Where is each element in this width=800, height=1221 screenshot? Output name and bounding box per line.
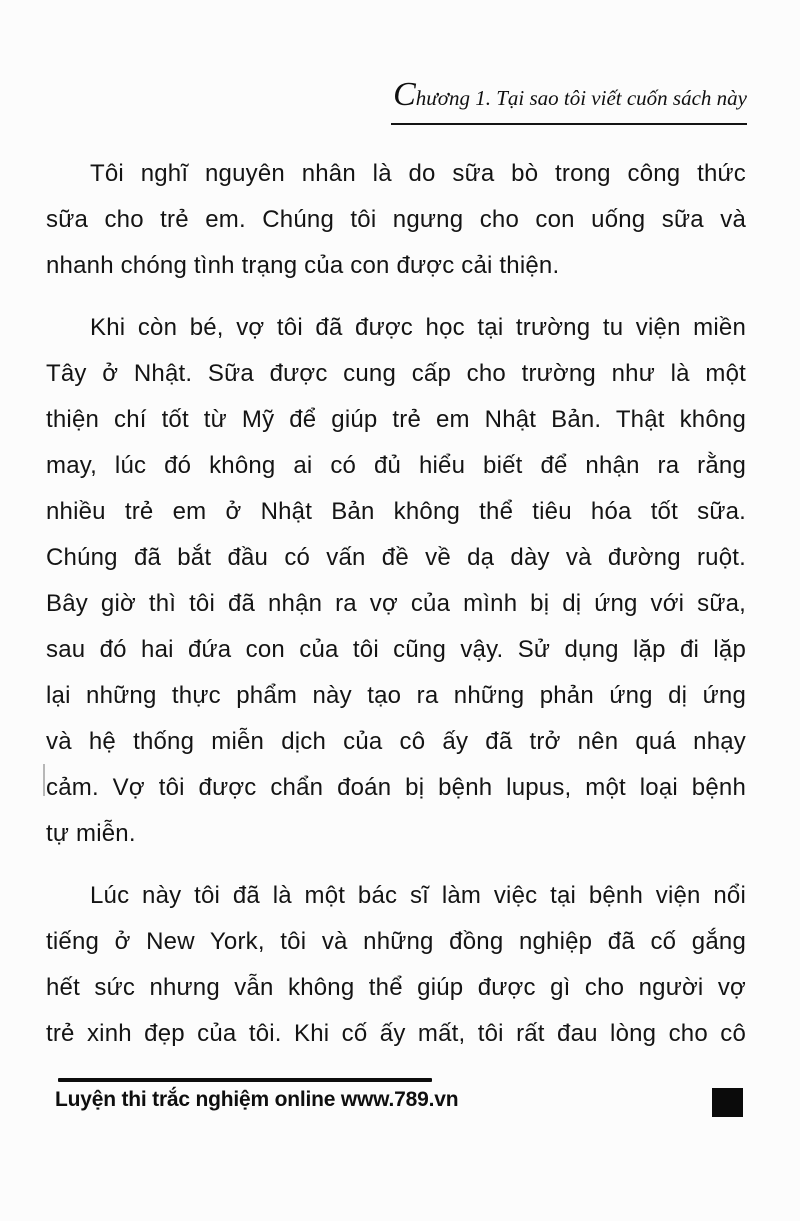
page-end-marker [712,1088,743,1117]
page-content [46,151,746,1073]
text-line: Khi còn bé, vợ tôi đã được học tại trường tu viện miền [90,314,746,341]
text-line: trẻ xinh đẹp của tôi. Khi cố ấy mất, tôi rất đau lòng cho cô [46,1020,746,1047]
text-line: Tây ở Nhật. Sữa được cung cấp cho trường như là một [46,360,746,387]
text-line: hết sức nhưng vẫn không thể giúp được gì cho người vợ [46,974,746,1001]
text-line: tự miễn. [46,820,136,847]
chapter-running-head: Chương 1. Tại sao tôi viết cuốn sách này [391,74,747,125]
text-line: sữa cho trẻ em. Chúng tôi ngưng cho con uống sữa và [46,206,746,233]
text-line: Lúc này tôi đã là một bác sĩ làm việc tại bệnh viện nổi [90,882,746,909]
footer-text: Luyện thi trắc nghiệm online www.789.vn [55,1088,459,1111]
text-line: nhiều trẻ em ở Nhật Bản không thể tiêu hóa tốt sữa. [46,498,746,525]
paragraph [46,151,746,289]
footer-rule [58,1078,432,1082]
paragraph [46,305,746,857]
text-line: Tôi nghĩ nguyên nhân là do sữa bò trong công thức [90,160,746,187]
text-line: và hệ thống miễn dịch của cô ấy đã trở nên quá nhạy [46,728,746,755]
text-line: tiếng ở New York, tôi và những đồng nghiệp đã cố gắng [46,928,746,955]
text-line: lại những thực phẩm này tạo ra những phản ứng dị ứng [46,682,746,709]
text-line: may, lúc đó không ai có đủ hiểu biết để nhận ra rằng [46,452,746,479]
text-line: cảm. Vợ tôi được chẩn đoán bị bệnh lupus, một loại bệnh [46,774,746,801]
text-line: Chúng đã bắt đầu có vấn đề về dạ dày và đường ruột. [46,544,746,571]
text-line: Bây giờ thì tôi đã nhận ra vợ của mình bị dị ứng với sữa, [46,590,746,617]
text-line: thiện chí tốt từ Mỹ để giúp trẻ em Nhật Bản. Thật không [46,406,746,433]
scan-artifact [43,764,45,796]
text-line: nhanh chóng tình trạng của con được cải thiện. [46,252,560,279]
text-line: sau đó hai đứa con của tôi cũng vậy. Sử dụng lặp đi lặp [46,636,746,663]
paragraph [46,873,746,1057]
